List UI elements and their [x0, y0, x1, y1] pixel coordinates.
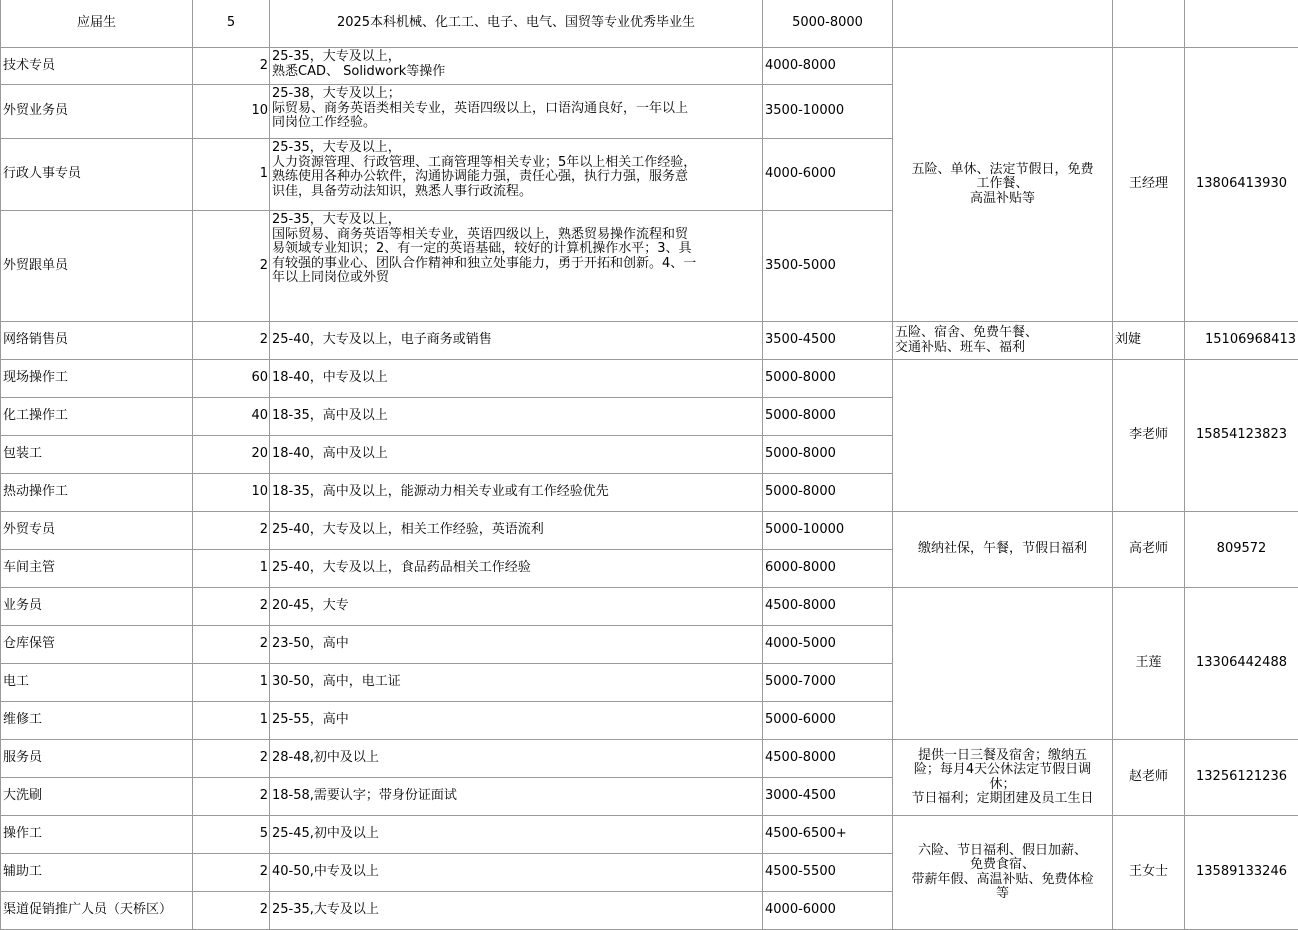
- position-cell: 技术专员: [1, 48, 193, 85]
- requirement-line: 23-50，高中: [272, 637, 760, 652]
- requirement-line: 25-35，大专及以上，: [272, 213, 760, 228]
- salary-cell: 4000-8000: [763, 48, 893, 85]
- benefits-cell: [893, 740, 1113, 816]
- phone-cell: 13806413930: [1185, 48, 1298, 322]
- headcount-cell: 2: [193, 892, 270, 930]
- salary-cell: 3000-4500: [763, 778, 893, 816]
- requirement-line: 际贸易、商务英语类相关专业，英语四级以上，口语沟通良好，一年以上: [272, 102, 760, 117]
- headcount-cell: 1: [193, 550, 270, 588]
- contact-cell: 高老师: [1113, 512, 1185, 588]
- requirement-line: 40-50,中专及以上: [272, 865, 760, 880]
- salary-cell: 5000-8000: [763, 398, 893, 436]
- requirements-cell: [270, 550, 763, 588]
- benefits-cell: [893, 322, 1113, 360]
- headcount-cell: 2: [193, 211, 270, 322]
- position-cell: 渠道促销推广人员（天桥区）: [1, 892, 193, 930]
- salary-cell: 5000-8000: [763, 474, 893, 512]
- salary-cell: 5000-8000: [763, 0, 893, 48]
- salary-cell: 5000-6000: [763, 702, 893, 740]
- benefits-cell: [893, 816, 1113, 930]
- benefits-cell: [893, 48, 1113, 322]
- position-cell: 维修工: [1, 702, 193, 740]
- requirement-line: 熟练使用各种办公软件，沟通协调能力强，责任心强，执行力强，服务意: [272, 170, 760, 185]
- requirements-cell: [270, 139, 763, 211]
- benefit-line: 带薪年假、高温补贴、免费体检: [895, 873, 1110, 888]
- position-cell: 热动操作工: [1, 474, 193, 512]
- contact-cell: 王女士: [1113, 816, 1185, 930]
- salary-cell: 4000-5000: [763, 626, 893, 664]
- requirement-line: 识佳，具备劳动法知识，熟悉人事行政流程。: [272, 185, 760, 200]
- requirement-line: 18-35，高中及以上: [272, 409, 760, 424]
- requirements-cell: [270, 211, 763, 322]
- contact-cell: 赵老师: [1113, 740, 1185, 816]
- requirements-cell: [270, 85, 763, 139]
- phone-cell: 809572: [1185, 512, 1298, 588]
- phone-cell: 13589133246: [1185, 816, 1298, 930]
- table-row: [1, 740, 1298, 778]
- benefit-line: 休；: [895, 778, 1110, 793]
- headcount-cell: 1: [193, 139, 270, 211]
- requirements-cell: [270, 436, 763, 474]
- requirement-line: 18-40，中专及以上: [272, 371, 760, 386]
- headcount-cell: 2: [193, 48, 270, 85]
- position-cell: 大洗刷: [1, 778, 193, 816]
- requirement-line: 易领域专业知识；2、有一定的英语基础，较好的计算机操作水平；3、具: [272, 242, 760, 257]
- headcount-cell: 2: [193, 322, 270, 360]
- table-row: [1, 360, 1298, 398]
- salary-cell: 4000-6000: [763, 139, 893, 211]
- salary-cell: 5000-10000: [763, 512, 893, 550]
- requirement-line: 有较强的事业心、团队合作精神和独立处事能力，勇于开拓和创新。4、一: [272, 257, 760, 272]
- table-row: [1, 512, 1298, 550]
- position-cell: 外贸业务员: [1, 85, 193, 139]
- requirements-cell: [270, 512, 763, 550]
- requirements-cell: [270, 702, 763, 740]
- requirement-line: 25-45,初中及以上: [272, 827, 760, 842]
- position-cell: 现场操作工: [1, 360, 193, 398]
- salary-cell: 6000-8000: [763, 550, 893, 588]
- headcount-cell: 2: [193, 854, 270, 892]
- requirement-line: 熟悉CAD、 Solidwork等操作: [272, 65, 760, 80]
- salary-cell: 3500-4500: [763, 322, 893, 360]
- requirement-line: 25-35，大专及以上，: [272, 141, 760, 156]
- requirements-cell: [270, 588, 763, 626]
- contact-cell: [1113, 0, 1185, 48]
- phone-cell: [1185, 0, 1298, 48]
- headcount-cell: 2: [193, 626, 270, 664]
- requirements-cell: [270, 740, 763, 778]
- requirements-cell: [270, 854, 763, 892]
- requirement-line: 25-38，大专及以上；: [272, 87, 760, 102]
- salary-cell: 4500-6500+: [763, 816, 893, 854]
- requirement-line: 同岗位工作经验。: [272, 116, 760, 131]
- benefit-line: 五险、宿舍、免费午餐、: [895, 326, 1110, 341]
- phone-cell: 15106968413: [1185, 322, 1298, 360]
- position-cell: 仓库保管: [1, 626, 193, 664]
- benefits-cell: [893, 360, 1113, 512]
- benefit-line: 六险、节日福利、假日加薪、: [895, 844, 1110, 859]
- phone-cell: 15854123823: [1185, 360, 1298, 512]
- benefits-cell: [893, 588, 1113, 740]
- requirements-cell: [270, 360, 763, 398]
- requirement-line: 年以上同岗位或外贸: [272, 271, 760, 286]
- phone-cell: 13256121236: [1185, 740, 1298, 816]
- position-cell: 行政人事专员: [1, 139, 193, 211]
- position-cell: 操作工: [1, 816, 193, 854]
- requirement-line: 国际贸易、商务英语等相关专业，英语四级以上，熟悉贸易操作流程和贸: [272, 228, 760, 243]
- position-cell: 外贸专员: [1, 512, 193, 550]
- requirement-line: 30-50，高中，电工证: [272, 675, 760, 690]
- headcount-cell: 2: [193, 740, 270, 778]
- requirements-cell: [270, 778, 763, 816]
- benefit-line: 等: [895, 887, 1110, 902]
- benefit-line: 交通补贴、班车、福利: [895, 341, 1110, 356]
- requirement-line: 18-58,需要认字；带身份证面试: [272, 789, 760, 804]
- headcount-cell: 40: [193, 398, 270, 436]
- contact-cell: 王经理: [1113, 48, 1185, 322]
- headcount-cell: 10: [193, 85, 270, 139]
- headcount-cell: 20: [193, 436, 270, 474]
- requirements-cell: [270, 626, 763, 664]
- requirement-line: 人力资源管理、行政管理、工商管理等相关专业；5年以上相关工作经验，: [272, 156, 760, 171]
- table-row: [1, 322, 1298, 360]
- table-row: [1, 0, 1298, 48]
- benefit-line: 高温补贴等: [895, 192, 1110, 207]
- headcount-cell: 1: [193, 702, 270, 740]
- requirements-cell: [270, 48, 763, 85]
- requirement-line: 20-45，大专: [272, 599, 760, 614]
- benefit-line: 免费食宿、: [895, 858, 1110, 873]
- benefit-line: 五险、单休、法定节假日，免费: [895, 163, 1110, 178]
- headcount-cell: 60: [193, 360, 270, 398]
- position-cell: 服务员: [1, 740, 193, 778]
- salary-cell: 5000-8000: [763, 436, 893, 474]
- benefit-line: 缴纳社保，午餐，节假日福利: [895, 542, 1110, 557]
- benefit-line: 工作餐、: [895, 177, 1110, 192]
- requirements-cell: [270, 0, 763, 48]
- requirement-line: 25-40，大专及以上，相关工作经验，英语流利: [272, 523, 760, 538]
- benefits-cell: [893, 0, 1113, 48]
- requirement-line: 25-40，大专及以上，电子商务或销售: [272, 333, 760, 348]
- contact-cell: 王莲: [1113, 588, 1185, 740]
- salary-cell: 4500-8000: [763, 740, 893, 778]
- headcount-cell: 10: [193, 474, 270, 512]
- requirement-line: 25-55，高中: [272, 713, 760, 728]
- salary-cell: 4500-8000: [763, 588, 893, 626]
- table-row: [1, 588, 1298, 626]
- salary-cell: 5000-8000: [763, 360, 893, 398]
- requirement-line: 28-48,初中及以上: [272, 751, 760, 766]
- position-cell: 电工: [1, 664, 193, 702]
- salary-cell: 5000-7000: [763, 664, 893, 702]
- position-cell: 车间主管: [1, 550, 193, 588]
- headcount-cell: 5: [193, 816, 270, 854]
- requirement-line: 25-35，大专及以上，: [272, 50, 760, 65]
- position-cell: 包装工: [1, 436, 193, 474]
- headcount-cell: 2: [193, 512, 270, 550]
- salary-cell: 4500-5500: [763, 854, 893, 892]
- requirements-cell: [270, 816, 763, 854]
- requirements-cell: [270, 474, 763, 512]
- requirements-cell: [270, 322, 763, 360]
- headcount-cell: 5: [193, 0, 270, 48]
- position-cell: 外贸跟单员: [1, 211, 193, 322]
- position-cell: 网络销售员: [1, 322, 193, 360]
- requirement-line: 25-40，大专及以上，食品药品相关工作经验: [272, 561, 760, 576]
- contact-cell: 刘婕: [1113, 322, 1185, 360]
- requirements-cell: [270, 664, 763, 702]
- requirement-line: 18-40，高中及以上: [272, 447, 760, 462]
- table-row: [1, 48, 1298, 85]
- benefit-line: 提供一日三餐及宿舍；缴纳五: [895, 749, 1110, 764]
- benefit-line: 节日福利；定期团建及员工生日: [895, 792, 1110, 807]
- position-cell: 应届生: [1, 0, 193, 48]
- requirements-cell: [270, 892, 763, 930]
- position-cell: 化工操作工: [1, 398, 193, 436]
- requirement-line: 18-35，高中及以上，能源动力相关专业或有工作经验优先: [272, 485, 760, 500]
- requirement-line: 25-35,大专及以上: [272, 903, 760, 918]
- requirement-line: 2025本科机械、化工工、电子、电气、国贸等专业优秀毕业生: [272, 16, 760, 31]
- contact-cell: 李老师: [1113, 360, 1185, 512]
- salary-cell: 3500-5000: [763, 211, 893, 322]
- headcount-cell: 1: [193, 664, 270, 702]
- table-row: [1, 816, 1298, 854]
- headcount-cell: 2: [193, 778, 270, 816]
- salary-cell: 4000-6000: [763, 892, 893, 930]
- headcount-cell: 2: [193, 588, 270, 626]
- position-cell: 业务员: [1, 588, 193, 626]
- phone-cell: 13306442488: [1185, 588, 1298, 740]
- salary-cell: 3500-10000: [763, 85, 893, 139]
- benefit-line: 险；每月4天公休法定节假日调: [895, 763, 1110, 778]
- benefits-cell: [893, 512, 1113, 588]
- requirements-cell: [270, 398, 763, 436]
- position-cell: 辅助工: [1, 854, 193, 892]
